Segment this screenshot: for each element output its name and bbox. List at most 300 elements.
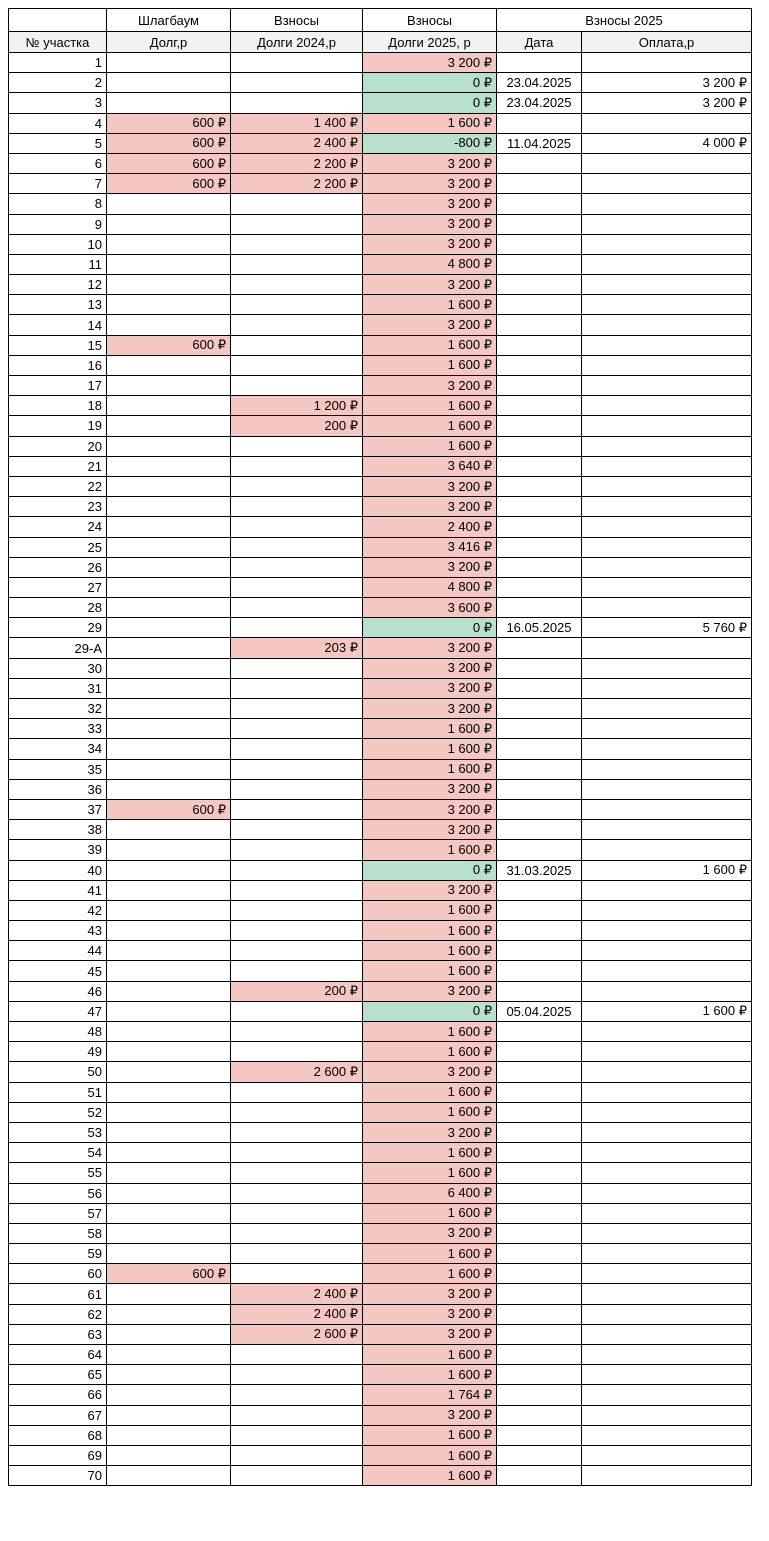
table-row: [9, 1425, 752, 1445]
payment-date-cell: [497, 1163, 582, 1183]
payment-date-cell: [497, 961, 582, 981]
header-barrier-debt: Долг,р: [107, 32, 231, 53]
debt-2024-cell: [231, 214, 363, 234]
table-row: [9, 537, 752, 557]
plot-number-cell: 23: [9, 497, 107, 517]
payment-date-cell: [497, 1143, 582, 1163]
payment-date-cell: [497, 153, 582, 173]
debt-2025-cell: 1 600 ₽: [363, 921, 497, 941]
table-row: [9, 174, 752, 194]
payment-amount-cell: 3 200 ₽: [582, 93, 752, 113]
payment-amount-cell: [582, 153, 752, 173]
table-row: [9, 1143, 752, 1163]
debt-2024-cell: [231, 517, 363, 537]
debt-2025-cell: 1 600 ₽: [363, 1022, 497, 1042]
payment-amount-cell: [582, 174, 752, 194]
debt-2024-cell: 2 600 ₽: [231, 1062, 363, 1082]
table-row: [9, 678, 752, 698]
debt-2025-cell: 4 800 ₽: [363, 254, 497, 274]
payment-date-cell: [497, 497, 582, 517]
barrier-debt-cell: [107, 961, 231, 981]
table-row: [9, 1324, 752, 1344]
barrier-debt-cell: [107, 1324, 231, 1344]
payment-amount-cell: [582, 1082, 752, 1102]
payment-amount-cell: [582, 1163, 752, 1183]
payment-date-cell: [497, 355, 582, 375]
debt-2025-cell: 0 ₽: [363, 73, 497, 93]
barrier-debt-cell: [107, 1345, 231, 1365]
debt-2024-cell: 2 200 ₽: [231, 153, 363, 173]
debt-2024-cell: [231, 1264, 363, 1284]
payment-date-cell: [497, 759, 582, 779]
debt-2025-cell: 1 600 ₽: [363, 900, 497, 920]
payment-date-cell: 11.04.2025: [497, 133, 582, 153]
barrier-debt-cell: [107, 860, 231, 880]
debt-2024-cell: [231, 759, 363, 779]
plot-number-cell: 32: [9, 699, 107, 719]
barrier-debt-cell: 600 ₽: [107, 133, 231, 153]
payment-amount-cell: [582, 214, 752, 234]
debt-2025-cell: 0 ₽: [363, 1001, 497, 1021]
barrier-debt-cell: 600 ₽: [107, 174, 231, 194]
payment-amount-cell: [582, 638, 752, 658]
payment-amount-cell: [582, 537, 752, 557]
debt-2025-cell: 1 600 ₽: [363, 396, 497, 416]
debt-2025-cell: 3 200 ₽: [363, 880, 497, 900]
table-row: [9, 598, 752, 618]
plot-number-cell: 12: [9, 275, 107, 295]
payment-date-cell: [497, 699, 582, 719]
debt-2024-cell: [231, 618, 363, 638]
barrier-debt-cell: [107, 1122, 231, 1142]
debt-2025-cell: 3 200 ₽: [363, 678, 497, 698]
payment-date-cell: [497, 678, 582, 698]
payment-amount-cell: [582, 1122, 752, 1142]
payment-date-cell: [497, 1062, 582, 1082]
payment-date-cell: [497, 234, 582, 254]
barrier-debt-cell: [107, 900, 231, 920]
table-row: [9, 1284, 752, 1304]
header-debt-2025: Долги 2025, р: [363, 32, 497, 53]
barrier-debt-cell: [107, 355, 231, 375]
plot-number-cell: 13: [9, 295, 107, 315]
header-plot-number: № участка: [9, 32, 107, 53]
table-row: [9, 1385, 752, 1405]
table-row: [9, 376, 752, 396]
barrier-debt-cell: [107, 779, 231, 799]
plot-number-cell: 62: [9, 1304, 107, 1324]
barrier-debt-cell: [107, 1284, 231, 1304]
payment-date-cell: [497, 1264, 582, 1284]
barrier-debt-cell: [107, 820, 231, 840]
table-row: [9, 456, 752, 476]
table-row: [9, 153, 752, 173]
plot-number-cell: 68: [9, 1425, 107, 1445]
plot-number-cell: 66: [9, 1385, 107, 1405]
table-row: [9, 577, 752, 597]
debt-2025-cell: 3 200 ₽: [363, 699, 497, 719]
header-dues-2025-payments: Взносы 2025: [497, 9, 752, 32]
payment-amount-cell: [582, 921, 752, 941]
payment-date-cell: [497, 638, 582, 658]
plot-number-cell: 67: [9, 1405, 107, 1425]
table-row: [9, 557, 752, 577]
payment-date-cell: [497, 1244, 582, 1264]
payment-date-cell: 23.04.2025: [497, 93, 582, 113]
table-row: [9, 1445, 752, 1465]
table-row: [9, 436, 752, 456]
barrier-debt-cell: [107, 1042, 231, 1062]
payment-amount-cell: 5 760 ₽: [582, 618, 752, 638]
payment-date-cell: 16.05.2025: [497, 618, 582, 638]
payment-amount-cell: [582, 335, 752, 355]
payment-date-cell: [497, 921, 582, 941]
debt-2024-cell: 1 200 ₽: [231, 396, 363, 416]
plot-number-cell: 17: [9, 376, 107, 396]
plot-number-cell: 48: [9, 1022, 107, 1042]
plot-number-cell: 55: [9, 1163, 107, 1183]
barrier-debt-cell: [107, 517, 231, 537]
payment-amount-cell: [582, 1445, 752, 1465]
debt-2025-cell: 1 600 ₽: [363, 1365, 497, 1385]
payment-date-cell: [497, 1445, 582, 1465]
payment-amount-cell: [582, 1425, 752, 1445]
debt-2024-cell: [231, 1163, 363, 1183]
debt-2024-cell: [231, 699, 363, 719]
debt-2025-cell: 0 ₽: [363, 860, 497, 880]
debt-2024-cell: 2 400 ₽: [231, 133, 363, 153]
table-row: [9, 113, 752, 133]
table-row: [9, 1102, 752, 1122]
barrier-debt-cell: [107, 234, 231, 254]
debt-2025-cell: 3 200 ₽: [363, 194, 497, 214]
payment-date-cell: [497, 1304, 582, 1324]
barrier-debt-cell: [107, 1304, 231, 1324]
payment-amount-cell: [582, 941, 752, 961]
barrier-debt-cell: [107, 941, 231, 961]
debt-2024-cell: 200 ₽: [231, 416, 363, 436]
plot-number-cell: 70: [9, 1466, 107, 1486]
payment-date-cell: [497, 174, 582, 194]
debt-2025-cell: 3 200 ₽: [363, 214, 497, 234]
barrier-debt-cell: [107, 699, 231, 719]
plot-number-cell: 47: [9, 1001, 107, 1021]
table-row: [9, 93, 752, 113]
payment-date-cell: [497, 194, 582, 214]
payment-date-cell: [497, 658, 582, 678]
plot-number-cell: 29: [9, 618, 107, 638]
payment-amount-cell: [582, 1466, 752, 1486]
debt-2024-cell: [231, 779, 363, 799]
debt-2024-cell: [231, 1102, 363, 1122]
payment-amount-cell: [582, 275, 752, 295]
debt-2024-cell: [231, 436, 363, 456]
debt-2024-cell: 200 ₽: [231, 981, 363, 1001]
plot-number-cell: 58: [9, 1223, 107, 1243]
debt-2025-cell: 3 200 ₽: [363, 376, 497, 396]
plot-number-cell: 1: [9, 53, 107, 73]
debt-2025-cell: 3 200 ₽: [363, 1062, 497, 1082]
barrier-debt-cell: 600 ₽: [107, 335, 231, 355]
debt-2024-cell: 2 200 ₽: [231, 174, 363, 194]
table-row: [9, 1365, 752, 1385]
payment-amount-cell: [582, 355, 752, 375]
plot-number-cell: 53: [9, 1122, 107, 1142]
debt-2024-cell: [231, 234, 363, 254]
debt-2025-cell: 1 600 ₽: [363, 355, 497, 375]
table-row: [9, 1244, 752, 1264]
debt-2025-cell: 1 600 ₽: [363, 295, 497, 315]
barrier-debt-cell: [107, 497, 231, 517]
payment-amount-cell: [582, 1284, 752, 1304]
payment-date-cell: [497, 1042, 582, 1062]
plot-number-cell: 36: [9, 779, 107, 799]
table-row: [9, 638, 752, 658]
debt-2024-cell: 1 400 ₽: [231, 113, 363, 133]
debt-2025-cell: 1 600 ₽: [363, 1264, 497, 1284]
plot-number-cell: 30: [9, 658, 107, 678]
plot-number-cell: 61: [9, 1284, 107, 1304]
debt-2024-cell: [231, 1183, 363, 1203]
payment-amount-cell: [582, 1264, 752, 1284]
payment-amount-cell: [582, 678, 752, 698]
payment-amount-cell: [582, 1324, 752, 1344]
debt-2025-cell: 1 600 ₽: [363, 1042, 497, 1062]
payment-date-cell: [497, 1385, 582, 1405]
table-row: [9, 1001, 752, 1021]
header-payment: Оплата,р: [582, 32, 752, 53]
payment-date-cell: [497, 113, 582, 133]
debt-2024-cell: [231, 719, 363, 739]
debt-2025-cell: 3 200 ₽: [363, 1122, 497, 1142]
payment-date-cell: [497, 1466, 582, 1486]
debt-2025-cell: 3 200 ₽: [363, 799, 497, 819]
plot-number-cell: 46: [9, 981, 107, 1001]
debt-2024-cell: [231, 1042, 363, 1062]
debt-2025-cell: 3 200 ₽: [363, 981, 497, 1001]
debt-2025-cell: 1 600 ₽: [363, 1102, 497, 1122]
table-row: [9, 1203, 752, 1223]
debt-2024-cell: [231, 355, 363, 375]
header-date: Дата: [497, 32, 582, 53]
plot-number-cell: 54: [9, 1143, 107, 1163]
table-row: [9, 799, 752, 819]
barrier-debt-cell: [107, 73, 231, 93]
barrier-debt-cell: [107, 53, 231, 73]
plot-number-cell: 64: [9, 1345, 107, 1365]
payment-date-cell: [497, 1102, 582, 1122]
payment-date-cell: [497, 1022, 582, 1042]
payment-date-cell: 23.04.2025: [497, 73, 582, 93]
payment-amount-cell: [582, 113, 752, 133]
plot-number-cell: 7: [9, 174, 107, 194]
payment-date-cell: [497, 880, 582, 900]
debt-2025-cell: 1 600 ₽: [363, 1203, 497, 1223]
payment-amount-cell: [582, 416, 752, 436]
payment-amount-cell: [582, 900, 752, 920]
plot-number-cell: 15: [9, 335, 107, 355]
payment-amount-cell: [582, 779, 752, 799]
payment-amount-cell: [582, 880, 752, 900]
table-row: [9, 1466, 752, 1486]
debt-2024-cell: [231, 598, 363, 618]
debt-2024-cell: [231, 295, 363, 315]
payment-date-cell: [497, 214, 582, 234]
table-row: [9, 315, 752, 335]
barrier-debt-cell: 600 ₽: [107, 153, 231, 173]
debt-2025-cell: 3 200 ₽: [363, 53, 497, 73]
barrier-debt-cell: [107, 1385, 231, 1405]
debt-2025-cell: 1 600 ₽: [363, 1345, 497, 1365]
debt-2025-cell: 1 600 ₽: [363, 1425, 497, 1445]
payment-amount-cell: 3 200 ₽: [582, 73, 752, 93]
barrier-debt-cell: [107, 618, 231, 638]
debt-2025-cell: 3 200 ₽: [363, 820, 497, 840]
payment-amount-cell: [582, 436, 752, 456]
payment-date-cell: [497, 416, 582, 436]
debt-2025-cell: 1 600 ₽: [363, 941, 497, 961]
plot-number-cell: 22: [9, 476, 107, 496]
payment-date-cell: [497, 981, 582, 1001]
table-row: [9, 1345, 752, 1365]
plot-number-cell: 9: [9, 214, 107, 234]
debt-2025-cell: 3 200 ₽: [363, 638, 497, 658]
debt-2025-cell: 4 800 ₽: [363, 577, 497, 597]
debt-2024-cell: [231, 557, 363, 577]
payment-date-cell: [497, 476, 582, 496]
plot-number-cell: 63: [9, 1324, 107, 1344]
debt-2024-cell: [231, 1143, 363, 1163]
barrier-debt-cell: [107, 981, 231, 1001]
plot-number-cell: 29-А: [9, 638, 107, 658]
debt-2025-cell: 3 200 ₽: [363, 174, 497, 194]
debt-2025-cell: 3 200 ₽: [363, 1304, 497, 1324]
plot-number-cell: 59: [9, 1244, 107, 1264]
barrier-debt-cell: 600 ₽: [107, 799, 231, 819]
plot-number-cell: 69: [9, 1445, 107, 1465]
barrier-debt-cell: [107, 557, 231, 577]
table-row: [9, 1264, 752, 1284]
plot-number-cell: 33: [9, 719, 107, 739]
debt-2024-cell: [231, 658, 363, 678]
debt-2024-cell: [231, 476, 363, 496]
debt-2025-cell: 1 600 ₽: [363, 1445, 497, 1465]
debt-2024-cell: [231, 1405, 363, 1425]
plot-number-cell: 49: [9, 1042, 107, 1062]
barrier-debt-cell: [107, 1082, 231, 1102]
table-row: [9, 658, 752, 678]
plot-number-cell: 28: [9, 598, 107, 618]
table-row: [9, 921, 752, 941]
payment-amount-cell: [582, 1203, 752, 1223]
debt-2024-cell: [231, 1466, 363, 1486]
debt-2024-cell: [231, 739, 363, 759]
table-row: [9, 133, 752, 153]
header-debt-2024: Долги 2024,р: [231, 32, 363, 53]
payment-amount-cell: [582, 840, 752, 860]
barrier-debt-cell: [107, 678, 231, 698]
debt-2024-cell: [231, 93, 363, 113]
debt-2025-cell: 0 ₽: [363, 618, 497, 638]
plot-number-cell: 25: [9, 537, 107, 557]
table-row: [9, 779, 752, 799]
plot-number-cell: 20: [9, 436, 107, 456]
barrier-debt-cell: [107, 1203, 231, 1223]
payment-amount-cell: [582, 254, 752, 274]
plot-number-cell: 37: [9, 799, 107, 819]
debt-2025-cell: 1 600 ₽: [363, 1244, 497, 1264]
table-row: [9, 719, 752, 739]
barrier-debt-cell: [107, 194, 231, 214]
payment-amount-cell: [582, 234, 752, 254]
payment-amount-cell: [582, 1183, 752, 1203]
table-row: [9, 759, 752, 779]
table-row: [9, 699, 752, 719]
table-row: [9, 1122, 752, 1142]
plot-number-cell: 44: [9, 941, 107, 961]
debt-2024-cell: [231, 678, 363, 698]
payment-date-cell: [497, 840, 582, 860]
barrier-debt-cell: [107, 1022, 231, 1042]
plot-number-cell: 39: [9, 840, 107, 860]
payment-amount-cell: [582, 658, 752, 678]
debt-2025-cell: 3 200 ₽: [363, 779, 497, 799]
debt-2025-cell: 3 200 ₽: [363, 1284, 497, 1304]
payment-amount-cell: [582, 1345, 752, 1365]
barrier-debt-cell: [107, 1143, 231, 1163]
payment-date-cell: [497, 1183, 582, 1203]
table-row: [9, 234, 752, 254]
payment-date-cell: [497, 396, 582, 416]
barrier-debt-cell: [107, 295, 231, 315]
payment-amount-cell: [582, 476, 752, 496]
barrier-debt-cell: [107, 315, 231, 335]
header-top-blank: [9, 9, 107, 32]
payment-amount-cell: [582, 456, 752, 476]
debt-2025-cell: 1 600 ₽: [363, 759, 497, 779]
barrier-debt-cell: [107, 436, 231, 456]
barrier-debt-cell: [107, 1001, 231, 1021]
debt-2024-cell: [231, 880, 363, 900]
table-row: [9, 1042, 752, 1062]
plot-number-cell: 21: [9, 456, 107, 476]
barrier-debt-cell: [107, 577, 231, 597]
payment-date-cell: [497, 598, 582, 618]
payment-amount-cell: [582, 194, 752, 214]
dues-table: [8, 8, 752, 1486]
plot-number-cell: 10: [9, 234, 107, 254]
payment-amount-cell: [582, 376, 752, 396]
barrier-debt-cell: [107, 537, 231, 557]
payment-date-cell: [497, 1122, 582, 1142]
debt-2025-cell: 1 600 ₽: [363, 335, 497, 355]
debt-2024-cell: [231, 1082, 363, 1102]
debt-2024-cell: [231, 194, 363, 214]
header-barrier: Шлагбаум: [107, 9, 231, 32]
payment-date-cell: [497, 1345, 582, 1365]
table-row: [9, 860, 752, 880]
table-row: [9, 497, 752, 517]
plot-number-cell: 60: [9, 1264, 107, 1284]
header-row-sub: [9, 32, 752, 53]
debt-2024-cell: [231, 1425, 363, 1445]
table-row: [9, 396, 752, 416]
plot-number-cell: 19: [9, 416, 107, 436]
barrier-debt-cell: [107, 376, 231, 396]
debt-2024-cell: [231, 1345, 363, 1365]
payment-amount-cell: [582, 1102, 752, 1122]
table-row: [9, 840, 752, 860]
